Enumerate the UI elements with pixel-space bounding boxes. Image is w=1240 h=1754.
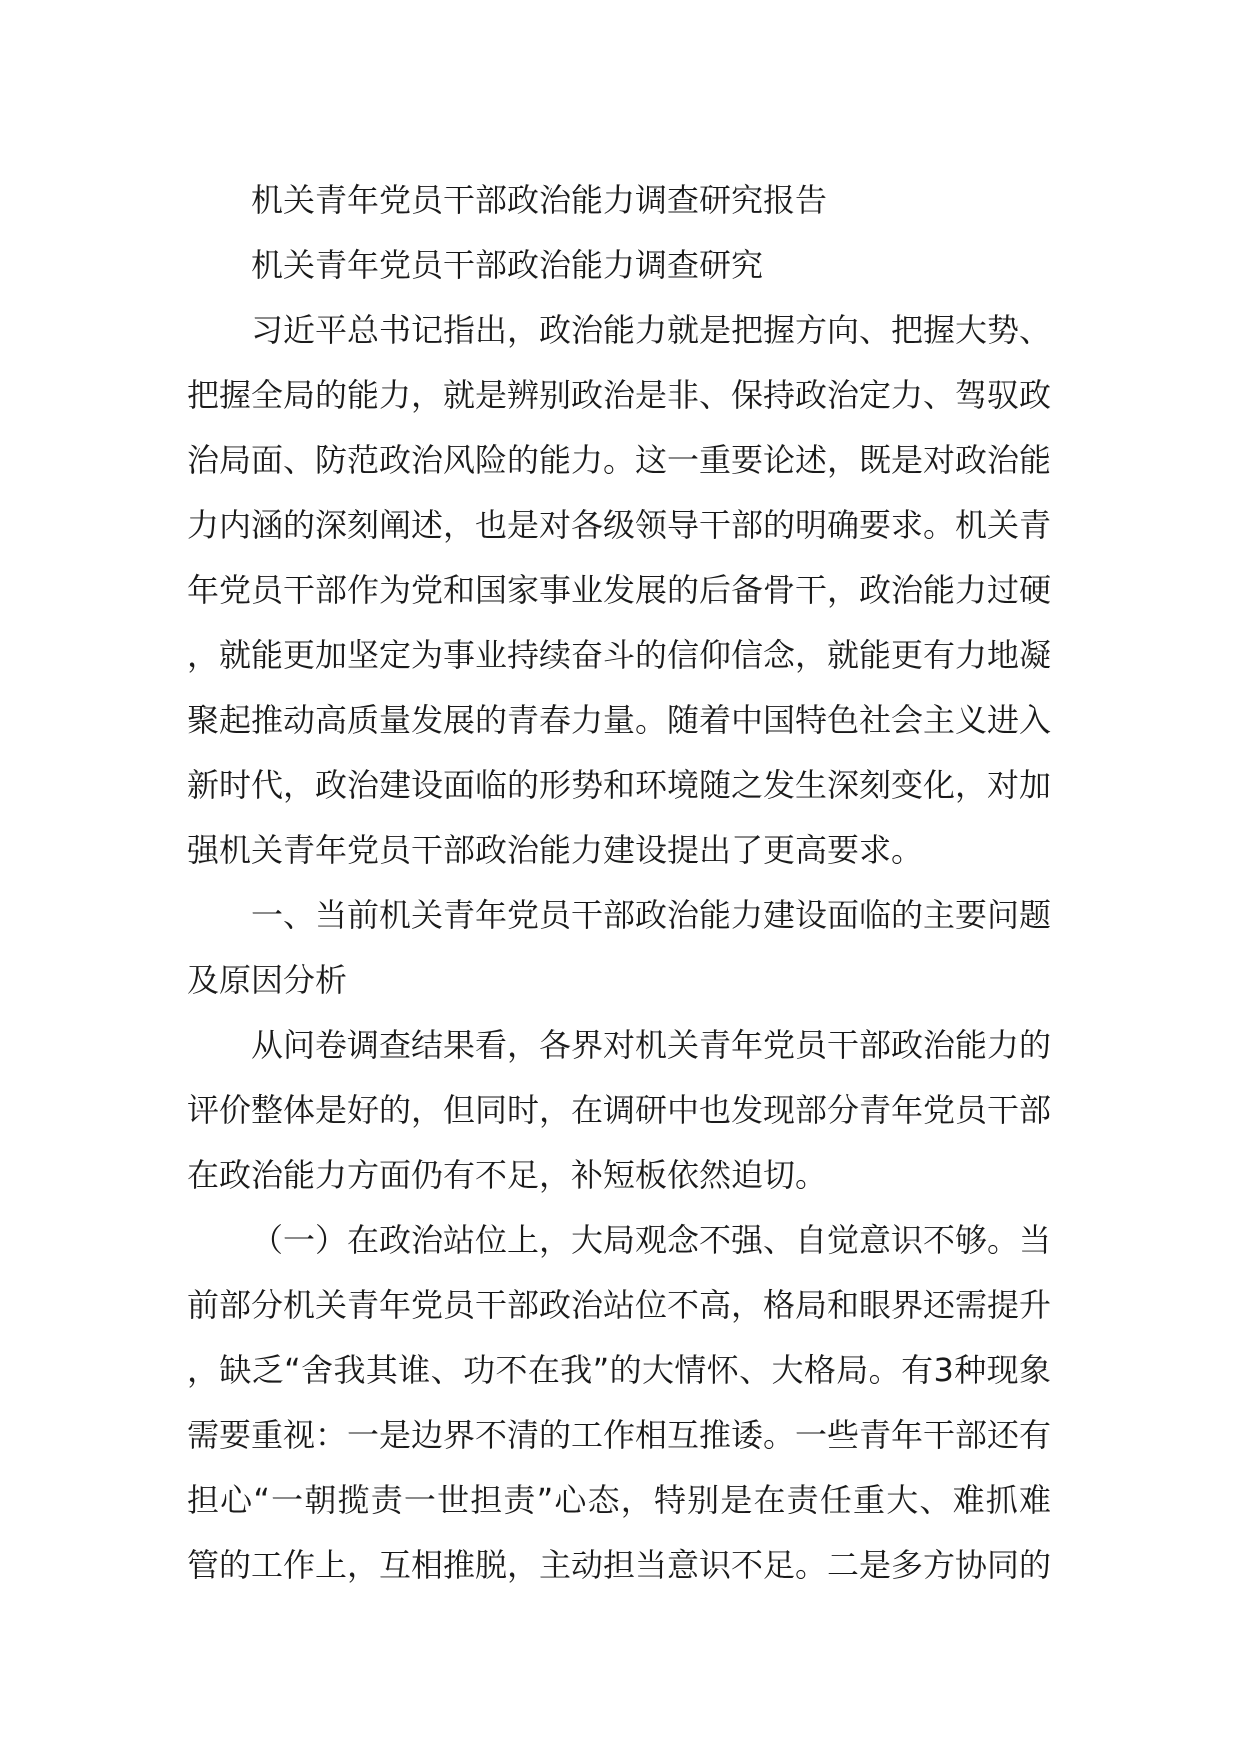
intro-paragraph: 习近平总书记指出，政治能力就是把握方向、把握大势、把握全局的能力，就是辨别政治是非、保持政治定力、驾驭政治局面、防范政治风险的能力。这一重要论述，既是对政治能力内涵的深刻阐述，也是对各级领导干部的明确要求。机关青年党员干部作为党和国家事业发展的后备骨干，政治能力过硬，就能更加坚定为事业持续奋斗的信仰信念，就能更有力地凝聚起推动高质量发展的青春力量。随着中国特色社会主义进入新时代，政治建设面临的形势和环境随之发生深刻变化，对加强机关青年党员干部政治能力建设提出了更高要求。 — [187, 311, 1052, 869]
document-body — [187, 168, 1051, 1598]
report-title: 机关青年党员干部政治能力调查研究报告 — [251, 181, 828, 219]
report-subtitle: 机关青年党员干部政治能力调查研究 — [251, 246, 764, 284]
subsection-paragraph: （一）在政治站位上，大局观念不强、自觉意识不够。当前部分机关青年党员干部政治站位不高，格局和眼界还需提升，缺乏“舍我其谁、功不在我”的大情怀、大格局。有3种现象需要重视：一是边界不清的工作相互推诿。一些青年干部还有担心“一朝揽责一世担责”心态，特别是在责任重大、难抓难管的工作上，互相推脱，主动担当意识不足。二是多方协同的 — [187, 1221, 1052, 1584]
section-heading: 一、当前机关青年党员干部政治能力建设面临的主要问题及原因分析 — [187, 896, 1052, 999]
survey-paragraph: 从问卷调查结果看，各界对机关青年党员干部政治能力的评价整体是好的，但同时，在调研中也发现部分青年党员干部在政治能力方面仍有不足，补短板依然迫切。 — [187, 1026, 1052, 1194]
